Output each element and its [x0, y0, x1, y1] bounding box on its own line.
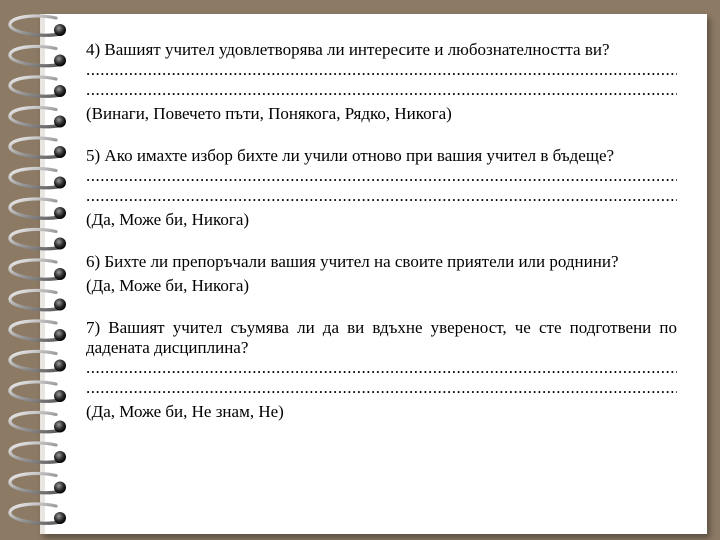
- spiral-ring-icon: [10, 413, 66, 433]
- spiral-ring-icon: [10, 47, 66, 67]
- spiral-ring-icon: [10, 474, 66, 494]
- spiral-ring-icon: [10, 16, 66, 36]
- spiral-ring-icon: [10, 260, 66, 280]
- spiral-ring-icon: [10, 108, 66, 128]
- answer-options: (Винаги, Повечето пъти, Понякога, Рядко, Никога): [86, 104, 452, 123]
- spiral-ring-icon: [10, 443, 66, 463]
- spiral-ring-icon: [10, 199, 66, 219]
- questionnaire: [86, 40, 677, 444]
- question-text: 6) Бихте ли препоръчали вашия учител на своите приятели или роднини?: [86, 252, 619, 271]
- question-7: [86, 318, 677, 422]
- spiral-ring-icon: [10, 230, 66, 250]
- spiral-ring-icon: [10, 291, 66, 311]
- answer-line: [86, 166, 677, 186]
- answer-options: (Да, Може би, Никога): [86, 210, 250, 229]
- spiral-ring-icon: [10, 321, 66, 341]
- answer-line: [86, 358, 677, 378]
- spiral-ring-icon: [10, 138, 66, 158]
- question-6: [86, 252, 677, 296]
- question-text: 7) Вашият учител съумява ли да ви вдъхне увереност, че сте подготвени по дадената дисциплина?: [86, 318, 677, 357]
- answer-options: (Да, Може би, Не знам, Не): [86, 402, 284, 421]
- spiral-ring-icon: [10, 352, 66, 372]
- answer-line: [86, 80, 677, 100]
- spiral-binding-icon: [0, 0, 80, 540]
- spiral-ring-icon: [10, 382, 66, 402]
- answer-options: (Да, Може би, Никога): [86, 276, 250, 295]
- question-4: [86, 40, 677, 124]
- question-text: 5) Ако имахте избор бихте ли учили отново при вашия учител в бъдеще?: [86, 146, 615, 165]
- question-5: [86, 146, 677, 230]
- answer-line: [86, 186, 677, 206]
- question-text: 4) Вашият учител удовлетворява ли интересите и любознателността ви?: [86, 40, 610, 59]
- spiral-ring-icon: [10, 504, 66, 524]
- spiral-ring-icon: [10, 77, 66, 97]
- spiral-ring-icon: [10, 169, 66, 189]
- answer-line: [86, 60, 677, 80]
- answer-line: [86, 378, 677, 398]
